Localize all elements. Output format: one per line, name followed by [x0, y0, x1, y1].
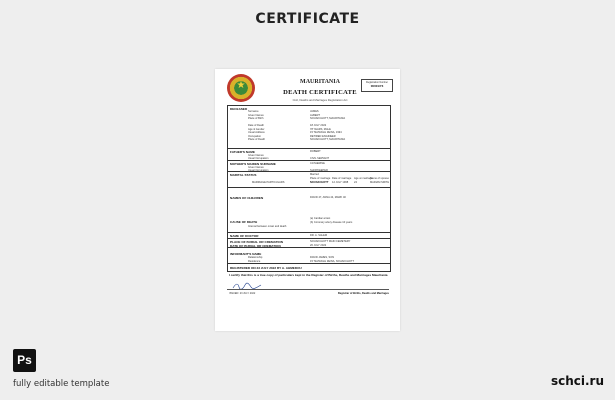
field-value: NOUAKCHOTT, MAURITANIA	[310, 138, 346, 141]
marriage-value: 12 JULY 1968	[332, 180, 349, 184]
star-icon: ★	[236, 80, 246, 91]
deceased-section	[228, 106, 390, 148]
section-heading: MARITAL STATUS	[230, 173, 257, 177]
field-value: DAVID JAMES, SON	[310, 256, 335, 259]
marriage-value: NOUAKCHOTT	[310, 180, 329, 184]
particulars-table	[227, 105, 391, 272]
document-subtitle: Civil, Deaths and Marriages Registration Act	[292, 98, 348, 102]
site-watermark: schci.ru	[550, 374, 604, 388]
cause-note: Interval between onset and death	[248, 225, 287, 228]
field-value: ALBERT	[310, 113, 321, 117]
section-heading: MOTHER'S MAIDEN SURNAME	[230, 162, 276, 166]
field-value: CATHERINE	[310, 162, 325, 165]
section-heading-2: DATE OF BURIAL OR CREMATION	[230, 243, 281, 248]
field-label: Given Names	[248, 113, 264, 117]
section-heading: PLACE OF BURIAL OR CREMATION	[230, 240, 283, 244]
field-label: Age & Gender	[248, 127, 265, 131]
registration-number: 00001/73	[370, 84, 384, 88]
section-heading: NAMES OF CHILDREN	[230, 196, 264, 200]
field-label: Relationship	[248, 256, 263, 259]
section-heading: NAME OF DOCTOR	[230, 234, 259, 238]
field-label: Usual Address	[248, 131, 265, 134]
field-value: SHOPKEEPER	[310, 168, 328, 172]
field-label: Usual Occupation	[248, 168, 269, 172]
field-value: 15 TEVRAGH ZEINA, 1994	[310, 131, 342, 134]
field-label: Surname	[248, 110, 259, 113]
column-header: Name of spouse	[370, 176, 389, 180]
cause-line: (a) Cardiac arrest	[310, 217, 331, 220]
field-label: Given Names	[248, 153, 264, 157]
signature-rule	[227, 289, 389, 290]
field-label: Place of Death	[248, 138, 266, 141]
registered-line: REGISTERED ON 23 JULY 2022 BY A. AHMEDOU	[230, 266, 302, 270]
field-value: NOUAKCHOTT, MAURITANIA	[310, 117, 346, 120]
column-header: Place of marriage	[310, 176, 331, 180]
marriage-label: MARRIAGE PARTICULARS	[252, 180, 285, 184]
field-value: 78 YEARS, MALE	[310, 127, 331, 131]
field-label: Date of Death	[248, 124, 265, 127]
field-value: ROBERT	[310, 150, 321, 153]
registration-box	[361, 79, 393, 92]
country-name: MAURITANIA	[300, 79, 340, 85]
registered-section	[228, 263, 390, 272]
section-heading: DECEASED	[230, 107, 248, 111]
template-caption: fully editable template	[13, 379, 110, 389]
registration-label: Registration Number	[366, 81, 388, 84]
informant-section	[228, 247, 390, 264]
field-label: Occupation	[248, 134, 262, 138]
national-seal	[227, 74, 255, 102]
column-header: Date of marriage	[332, 176, 352, 180]
field-value: CIVIL SERVANT	[310, 157, 330, 160]
column-header: Age at marriage	[354, 176, 373, 180]
registrar-title: Registrar of Births, Deaths and Marriages	[337, 292, 389, 295]
certification-text: I certify that this is a true copy of particulars kept in the Register of Births, Deaths and Marriages Mauritania	[229, 273, 388, 277]
field-value: JAMES	[310, 110, 319, 113]
field-label: Place of Birth	[248, 117, 264, 120]
marital-status: Married	[310, 173, 319, 176]
marriage-value: 24	[354, 180, 357, 184]
section-heading: CAUSE OF DEATH	[230, 220, 258, 224]
cause-line: (b) Coronary artery disease 10 years	[310, 220, 353, 224]
section-heading: INFORMANT'S NAME	[230, 252, 262, 256]
children-section	[228, 187, 390, 218]
field-value: RETIRED ENGINEER	[310, 134, 336, 138]
field-value: 18 JULY 2022	[310, 124, 327, 127]
issue-date: ISSUED: 23 JULY 2022	[229, 292, 256, 295]
death-certificate	[215, 69, 400, 331]
children-value: DAVID 47, ANNA 44, MARK 40	[310, 196, 346, 199]
page-heading: CERTIFICATE	[255, 11, 360, 27]
marriage-value: MARIAM SMITH	[370, 180, 390, 184]
photoshop-icon: Ps	[13, 349, 36, 372]
field-label: Residence	[248, 259, 261, 263]
field-label: Given Names	[248, 165, 264, 169]
document-title: DEATH CERTIFICATE	[283, 89, 357, 96]
burial-date: 20 JULY 2022	[310, 243, 327, 247]
doctor-value: DR. A. SALEM	[310, 234, 328, 237]
burial-place: NOUAKCHOTT MAIN CEMETERY	[310, 240, 351, 243]
section-heading: FATHER'S NAME	[230, 150, 255, 154]
field-value: 15 TEVRAGH ZEINA, NOUAKCHOTT	[310, 259, 355, 263]
field-label: Usual Occupation	[248, 157, 269, 160]
